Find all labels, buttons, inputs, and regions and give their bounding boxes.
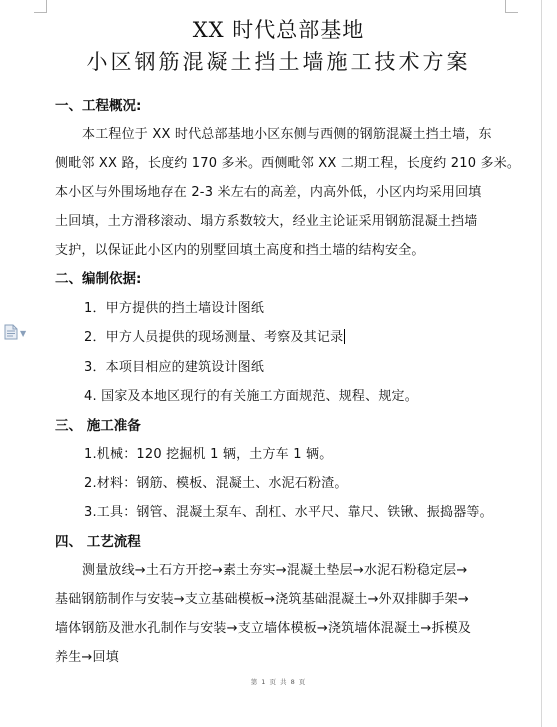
paragraph-line: 侧毗邻 XX 路，长度约 170 多米。西侧毗邻 XX 二期工程，长度约 210 多米。 [55, 156, 521, 171]
paragraph-line: 养生→回填 [55, 650, 119, 665]
chevron-down-icon[interactable]: ▼ [20, 329, 27, 338]
list-item: 1.机械：120 挖掘机 1 辆，土方车 1 辆。 [84, 447, 333, 462]
paragraph-line: 墙体钢筋及泄水孔制作与安装→支立墙体模板→浇筑墙体混凝土→拆模及 [55, 621, 472, 636]
section-heading-preparation: 三、 施工准备 [55, 418, 141, 434]
list-item: 1．甲方提供的挡土墙设计图纸 [84, 301, 265, 316]
paragraph-line: 本小区与外围场地存在 2-3 米左右的高差，内高外低，小区内均采用回填 [55, 185, 482, 200]
list-item: 3．本项目相应的建筑设计图纸 [84, 360, 265, 375]
list-item: 2.材料：钢筋、模板、混凝土、水泥石粉渣。 [84, 476, 348, 491]
crop-mark-top-right [505, 0, 518, 13]
section-heading-process: 四、 工艺流程 [55, 534, 141, 550]
section-heading-basis: 二、编制依据: [55, 271, 142, 287]
list-item: 3.工具：钢管、混凝土泵车、刮杠、水平尺、靠尺、铁锹、振捣器等。 [84, 505, 493, 520]
paragraph-line: 土回填，土方滑移滚动、塌方系数较大，经业主论证采用钢筋混凝土挡墙 [55, 214, 478, 229]
crop-mark-top-left [34, 0, 47, 13]
paragraph-line: 测量放线→土石方开挖→素土夯实→混凝土垫层→水泥石粉稳定层→ [82, 563, 468, 578]
paragraph-line: 基础钢筋制作与安装→支立基础模板→浇筑基础混凝土→外双排脚手架→ [55, 592, 469, 607]
paragraph-line: 本工程位于 XX 时代总部基地小区东侧与西侧的钢筋混凝土挡土墙，东 [82, 127, 492, 142]
document-title-line1: XX 时代总部基地 [192, 18, 365, 42]
document-title-line2: 小区钢筋混凝土挡土墙施工技术方案 [86, 50, 471, 74]
paragraph-line: 支护，以保证此小区内的别墅回填土高度和挡土墙的结构安全。 [55, 243, 425, 258]
list-item: 4. 国家及本地区现行的有关施工方面规范、规程、规定。 [84, 389, 418, 404]
page-footer: 第 1 页 共 8 页 [250, 678, 307, 686]
list-item: 2．甲方人员提供的现场测量、考察及其记录 [84, 326, 345, 345]
section-heading-overview: 一、工程概况: [55, 98, 142, 114]
document-layout-icon[interactable] [4, 324, 18, 340]
page-margin-line [541, 0, 542, 727]
